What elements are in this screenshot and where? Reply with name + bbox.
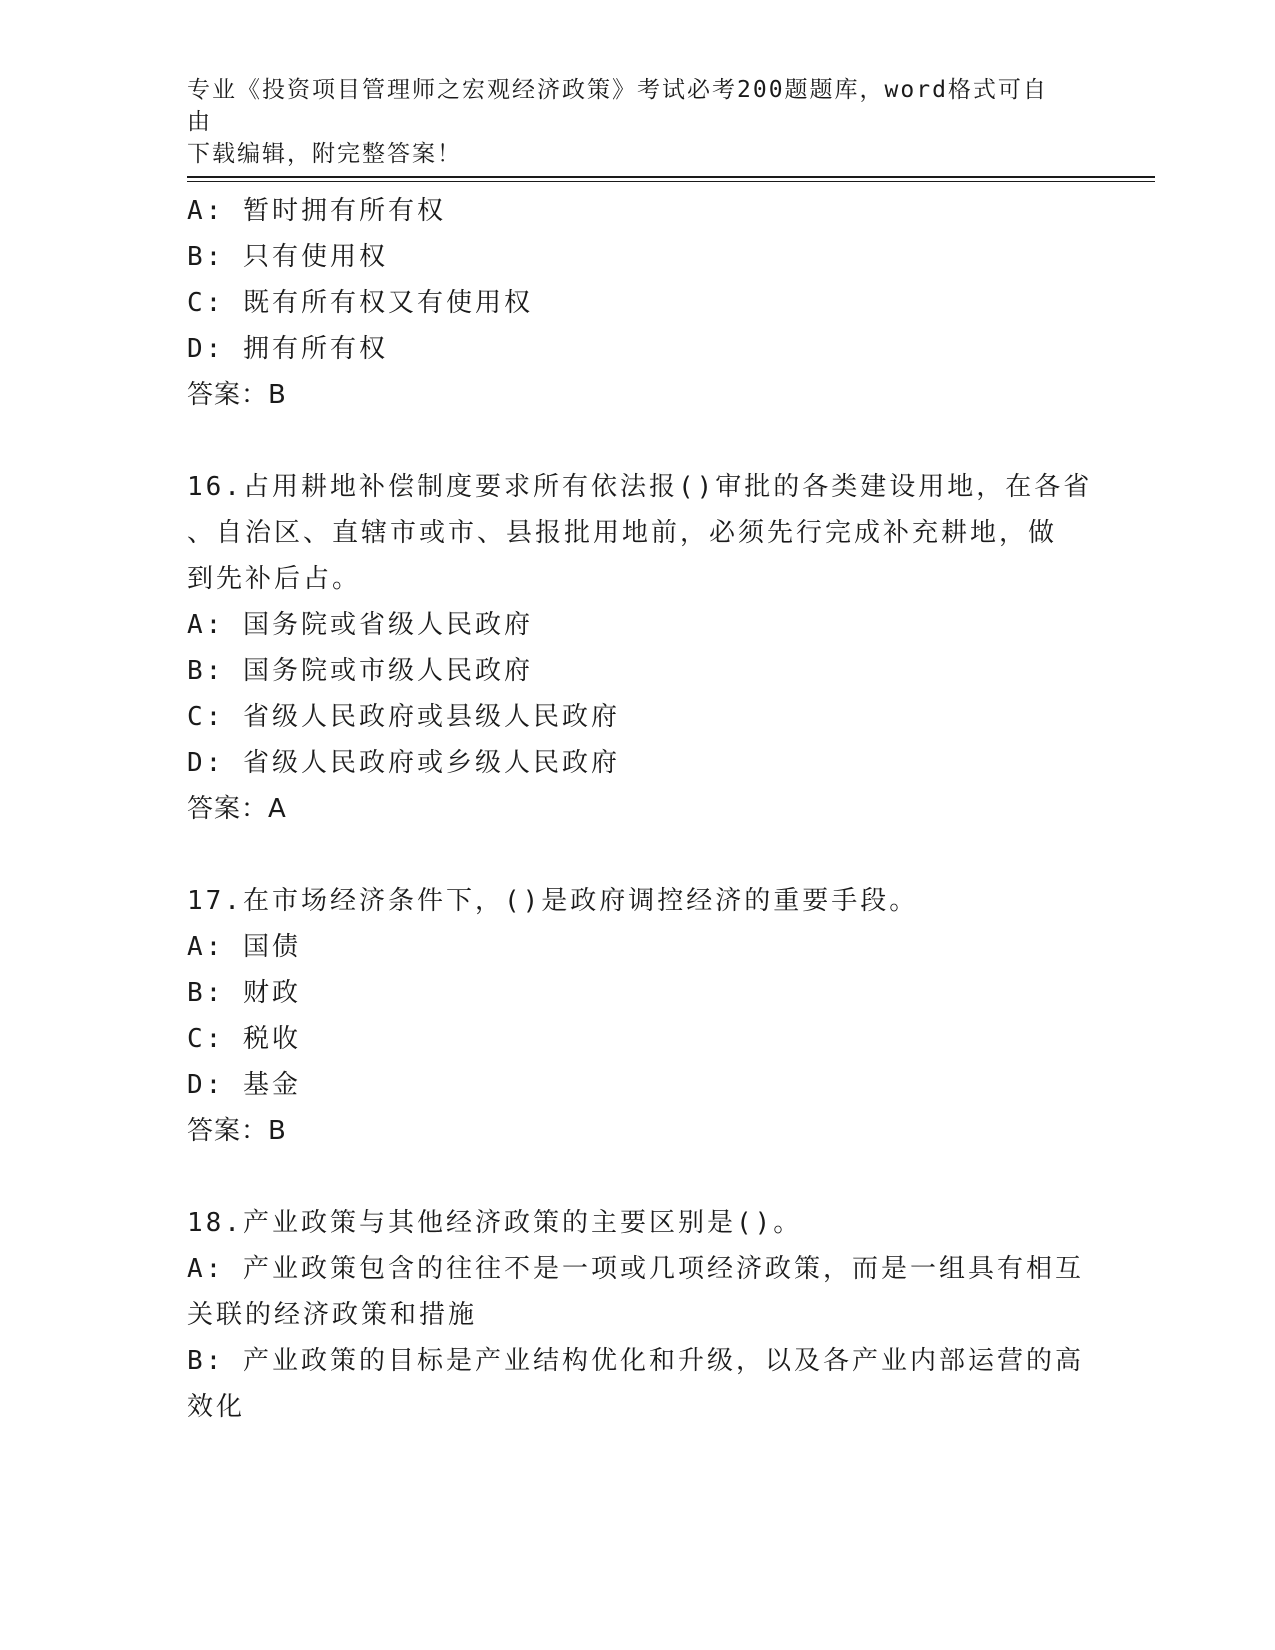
document-body	[187, 188, 1093, 1430]
option-b: B: 产业政策的目标是产业结构优化和升级，以及各产业内部运营的高	[187, 1346, 1084, 1376]
header-line-1: 专业《投资项目管理师之宏观经济政策》考试必考200题题库，word格式可自由	[187, 77, 1048, 135]
question-18	[187, 1200, 1087, 1430]
header-line-2: 下载编辑，附完整答案！	[187, 141, 462, 167]
spacer	[187, 832, 1087, 878]
option-a: A: 国债	[187, 932, 301, 962]
document-header	[187, 74, 1067, 170]
question-stem-line: 到先补后占。	[187, 564, 362, 594]
header-divider-thin	[187, 181, 1155, 182]
spacer	[187, 1154, 1087, 1200]
answer-line: 答案：A	[187, 794, 287, 824]
option-c: C: 既有所有权又有使用权	[187, 288, 533, 318]
option-a: A: 暂时拥有所有权	[187, 196, 446, 226]
answer-line: 答案：B	[187, 380, 287, 410]
question-stem-line: 17.在市场经济条件下，()是政府调控经济的重要手段。	[187, 886, 919, 916]
option-b: B: 国务院或市级人民政府	[187, 656, 533, 686]
option-a-continued: 关联的经济政策和措施	[187, 1300, 478, 1330]
option-d: D: 基金	[187, 1070, 301, 1100]
spacer	[187, 418, 1087, 464]
option-a: A: 产业政策包含的往往不是一项或几项经济政策，而是一组具有相互	[187, 1254, 1084, 1284]
question-stem-line: 18.产业政策与其他经济政策的主要区别是()。	[187, 1208, 803, 1238]
question-stem-line: 16.占用耕地补偿制度要求所有依法报()审批的各类建设用地，在各省	[187, 472, 1093, 502]
option-c: C: 税收	[187, 1024, 301, 1054]
header-divider-thick	[187, 176, 1155, 178]
option-b: B: 只有使用权	[187, 242, 388, 272]
question-17	[187, 878, 1087, 1154]
question-16	[187, 464, 1093, 832]
question-stem-line: 、自治区、直辖市或市、县报批用地前，必须先行完成补充耕地，做	[187, 518, 1058, 548]
option-d: D: 拥有所有权	[187, 334, 388, 364]
option-a: A: 国务院或省级人民政府	[187, 610, 533, 640]
answer-line: 答案：B	[187, 1116, 287, 1146]
option-b: B: 财政	[187, 978, 301, 1008]
option-c: C: 省级人民政府或县级人民政府	[187, 702, 620, 732]
option-b-continued: 效化	[187, 1392, 246, 1422]
option-d: D: 省级人民政府或乡级人民政府	[187, 748, 620, 778]
question-15-continuation	[187, 188, 1087, 418]
